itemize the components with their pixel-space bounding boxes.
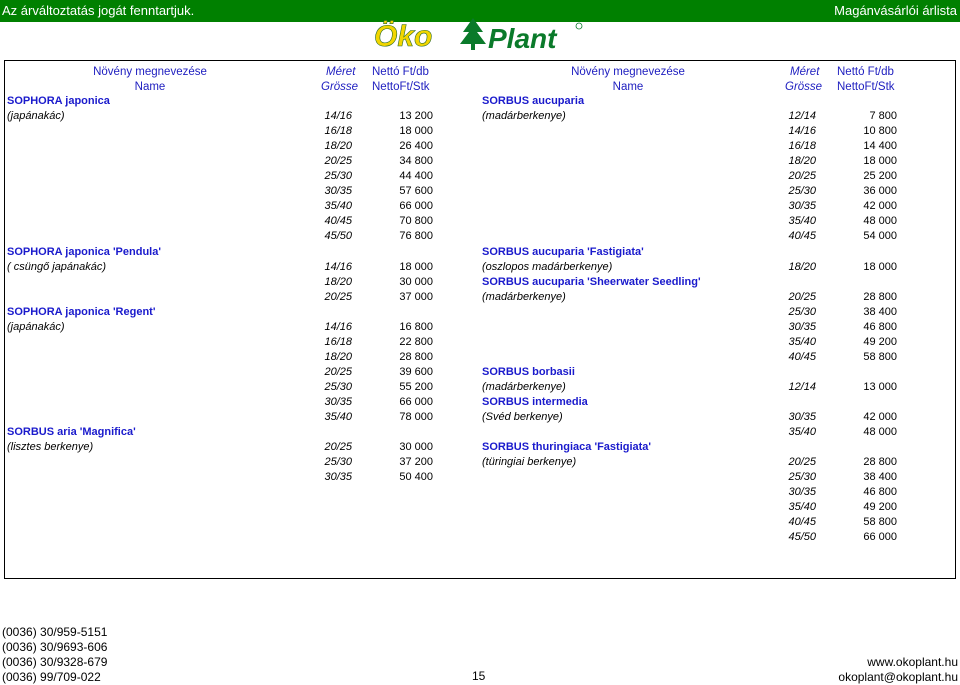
size-value: 18/20 — [324, 140, 352, 153]
price-value: 66 000 — [863, 531, 897, 544]
common-name: (madárberkenye) — [482, 290, 566, 303]
price-value: 7 800 — [869, 110, 897, 123]
species-name: SOPHORA japonica 'Regent' — [7, 305, 156, 318]
tree-icon — [460, 18, 486, 50]
price-value: 76 800 — [399, 230, 433, 243]
size-value: 25/30 — [788, 185, 816, 198]
size-value: 16/18 — [324, 335, 352, 348]
size-value: 20/25 — [788, 456, 816, 469]
size-value: 40/45 — [788, 350, 816, 363]
price-value: 36 000 — [863, 185, 897, 198]
size-value: 20/25 — [324, 365, 352, 378]
size-value: 14/16 — [324, 260, 352, 273]
phone-2: (0036) 30/9693-606 — [2, 640, 108, 654]
common-name: (türingiai berkenye) — [482, 456, 577, 469]
size-value: 18/20 — [788, 155, 816, 168]
price-value: 78 000 — [399, 411, 433, 424]
price-value: 13 000 — [863, 380, 897, 393]
left-header-price-hu: Nettó Ft/db — [372, 66, 429, 78]
price-value: 58 800 — [863, 516, 897, 529]
size-value: 45/50 — [788, 531, 816, 544]
common-name: (oszlopos madárberkenye) — [482, 260, 613, 273]
okoplant-logo — [372, 14, 587, 52]
species-name: SORBUS aucuparia — [482, 95, 585, 107]
price-value: 49 200 — [863, 501, 897, 514]
right-header-price-hu: Nettó Ft/db — [837, 66, 894, 78]
price-value: 16 800 — [399, 320, 433, 333]
price-value: 18 000 — [863, 155, 897, 168]
common-name: ( csüngő japánakác) — [7, 260, 107, 273]
price-value: 25 200 — [863, 170, 897, 183]
size-value: 30/35 — [788, 320, 816, 333]
price-value: 44 400 — [399, 170, 433, 183]
size-value: 18/20 — [324, 275, 352, 288]
size-value: 25/30 — [788, 471, 816, 484]
price-value: 42 000 — [863, 200, 897, 213]
price-value: 28 800 — [863, 456, 897, 469]
size-value: 35/40 — [788, 426, 816, 439]
common-name: (madárberkenye) — [482, 380, 566, 393]
logo-plant-text: Plant — [488, 23, 557, 52]
price-value: 18 000 — [399, 125, 433, 138]
size-value: 20/25 — [324, 441, 352, 454]
logo-oko-text: Öko — [374, 20, 433, 52]
price-value: 38 400 — [863, 305, 897, 318]
size-value: 45/50 — [324, 230, 352, 243]
size-value: 25/30 — [324, 170, 352, 183]
common-name: (Svéd berkenye) — [482, 411, 563, 424]
size-value: 40/45 — [788, 230, 816, 243]
price-value: 39 600 — [399, 365, 433, 378]
common-name: (madárberkenye) — [482, 110, 566, 123]
price-value: 18 000 — [863, 260, 897, 273]
common-name: (japánakác) — [7, 110, 65, 123]
species-name: SORBUS aucuparia 'Fastigiata' — [482, 245, 644, 258]
size-value: 12/14 — [788, 380, 816, 393]
size-value: 40/45 — [324, 215, 352, 228]
price-value: 30 000 — [399, 275, 433, 288]
species-name: SORBUS intermedia — [482, 396, 588, 408]
size-value: 30/35 — [324, 471, 352, 484]
size-value: 14/16 — [324, 320, 352, 333]
price-value: 46 800 — [863, 320, 897, 333]
left-header-size-hu: Méret — [326, 66, 356, 78]
left-header-name-de: Name — [134, 81, 166, 93]
species-name: SORBUS thuringiaca 'Fastigiata' — [482, 441, 652, 454]
right-header-price-de: NettoFt/Stk — [837, 81, 895, 93]
size-value: 30/35 — [324, 185, 352, 198]
price-value: 37 200 — [399, 456, 433, 469]
price-value: 26 400 — [399, 140, 433, 153]
size-value: 35/40 — [788, 215, 816, 228]
size-value: 14/16 — [324, 110, 352, 123]
price-value: 30 000 — [399, 441, 433, 454]
price-value: 28 800 — [863, 290, 897, 303]
size-value: 30/35 — [324, 396, 352, 408]
page-number: 15 — [472, 669, 486, 683]
price-value: 10 800 — [863, 125, 897, 138]
size-value: 30/35 — [788, 411, 816, 424]
size-value: 30/35 — [788, 200, 816, 213]
species-name: SOPHORA japonica — [7, 95, 110, 107]
price-value: 66 000 — [399, 200, 433, 213]
left-header-name-hu: Növény megnevezése — [93, 66, 207, 78]
price-value: 42 000 — [863, 411, 897, 424]
price-value: 54 000 — [863, 230, 897, 243]
price-value: 38 400 — [863, 471, 897, 484]
price-value: 14 400 — [863, 140, 897, 153]
price-value: 50 400 — [399, 471, 433, 484]
species-name: SORBUS aria 'Magnifica' — [7, 426, 136, 439]
common-name: (japánakác) — [7, 320, 65, 333]
disclaimer-text: Az árváltoztatás jogát fenntartjuk. — [2, 3, 195, 18]
right-header-size-de: Grösse — [785, 81, 823, 93]
size-value: 18/20 — [788, 260, 816, 273]
phone-3: (0036) 30/9328-679 — [2, 655, 108, 669]
species-name: SOPHORA japonica 'Pendula' — [7, 245, 161, 258]
price-value: 57 600 — [399, 185, 433, 198]
right-header-name-de: Name — [612, 81, 644, 93]
size-value: 16/18 — [788, 140, 816, 153]
size-value: 30/35 — [788, 486, 816, 499]
price-value: 46 800 — [863, 486, 897, 499]
phone-1: (0036) 30/959-5151 — [2, 625, 108, 639]
size-value: 35/40 — [788, 335, 816, 348]
price-value: 55 200 — [399, 380, 433, 393]
species-name: SORBUS borbasii — [482, 365, 575, 378]
left-header-price-de: NettoFt/Stk — [372, 81, 430, 93]
size-value: 20/25 — [324, 290, 352, 303]
phone-4: (0036) 99/709-022 — [2, 670, 101, 684]
species-name: SORBUS aucuparia 'Sheerwater Seedling' — [482, 275, 701, 288]
price-value: 34 800 — [399, 155, 433, 168]
price-value: 66 000 — [399, 396, 433, 408]
size-value: 25/30 — [788, 305, 816, 318]
right-header-size-hu: Méret — [790, 66, 820, 78]
price-value: 49 200 — [863, 335, 897, 348]
right-header-name-hu: Növény megnevezése — [571, 66, 685, 78]
common-name: (lisztes berkenye) — [7, 441, 94, 454]
left-header-size-de: Grösse — [321, 81, 359, 93]
size-value: 35/40 — [324, 200, 352, 213]
email-link[interactable]: okoplant@okoplant.hu — [838, 670, 958, 684]
price-value: 48 000 — [863, 426, 897, 439]
size-value: 20/25 — [788, 290, 816, 303]
price-value: 28 800 — [399, 350, 433, 363]
size-value: 16/18 — [324, 125, 352, 138]
price-value: 18 000 — [399, 260, 433, 273]
price-value: 58 800 — [863, 350, 897, 363]
price-value: 37 000 — [399, 290, 433, 303]
size-value: 35/40 — [324, 411, 352, 424]
size-value: 14/16 — [788, 125, 816, 138]
size-value: 20/25 — [324, 155, 352, 168]
size-value: 25/30 — [324, 380, 352, 393]
size-value: 18/20 — [324, 350, 352, 363]
website-link[interactable]: www.okoplant.hu — [867, 655, 958, 669]
price-value: 13 200 — [399, 110, 433, 123]
size-value: 12/14 — [788, 110, 816, 123]
size-value: 20/25 — [788, 170, 816, 183]
size-value: 25/30 — [324, 456, 352, 469]
price-list-title: Magánvásárlói árlista — [834, 3, 957, 18]
price-value: 70 800 — [399, 215, 433, 228]
price-value: 48 000 — [863, 215, 897, 228]
price-value: 22 800 — [399, 335, 433, 348]
size-value: 40/45 — [788, 516, 816, 529]
size-value: 35/40 — [788, 501, 816, 514]
